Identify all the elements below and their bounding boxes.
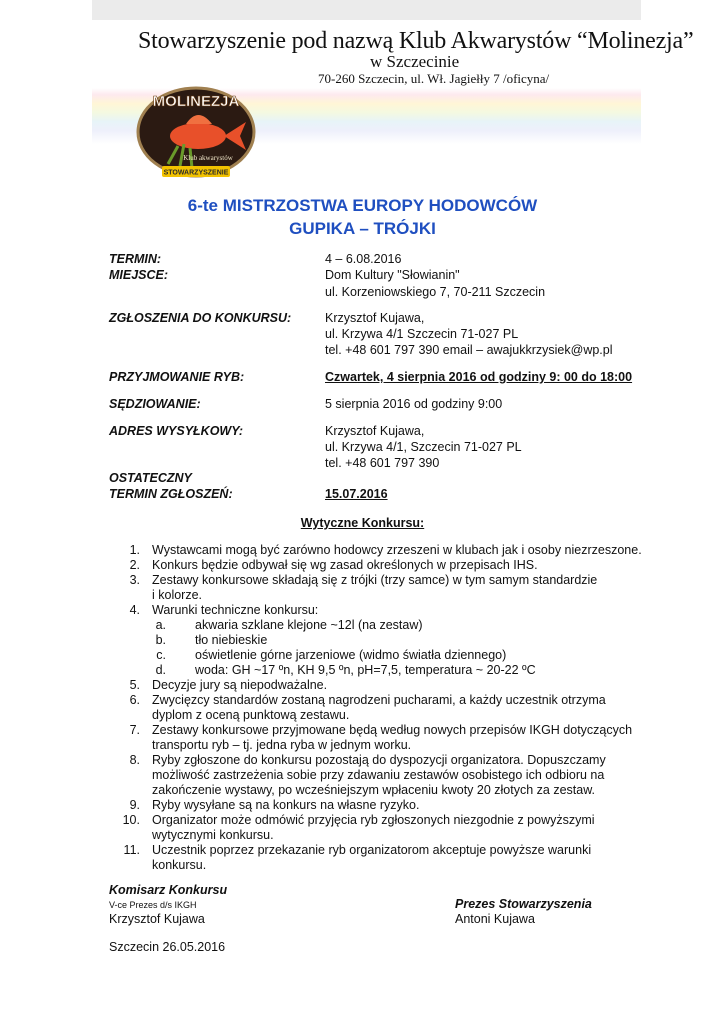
event-title-line2: GUPIKA – TRÓJKI (289, 219, 436, 238)
rule-6-line2: dyplom z oceną punktową zestawu. (152, 708, 350, 722)
logo-top-text: MOLINEZJA (152, 93, 240, 110)
rule-number: 11. (123, 843, 140, 857)
rule-11-line1: Uczestnik poprzez przekazanie ryb organizatorom akceptuje powyższe warunki (152, 843, 592, 857)
rule-7-line2: transportu ryb – tj. jedna ryba w jednym worku. (152, 738, 412, 752)
rule-number: 2. (129, 558, 140, 572)
rule-1: Wystawcami mogą być zarówno hodowcy zrzeszeni w klubach jak i osoby niezrzeszone. (152, 543, 642, 557)
rule-4a: akwaria szklane klejone ~12l (na zestaw) (195, 618, 423, 632)
rule-number: 9. (129, 798, 140, 812)
rule-4d: woda: GH ~17 ºn, KH 9,5 ºn, pH=7,5, temperatura ~ 20-22 ºC (195, 663, 536, 677)
miejsce-line1: Dom Kultury "Słowianin" (325, 268, 460, 282)
zgloszenia-label: ZGŁOSZENIA DO KONKURSU: (109, 311, 292, 325)
zgloszenia-line2: ul. Krzywa 4/1 Szczecin 71-027 PL (325, 327, 519, 341)
rule-number: 6. (129, 693, 140, 707)
club-logo (128, 84, 268, 184)
rule-5: Decyzje jury są niepodważalne. (152, 678, 328, 692)
rule-number: 5. (129, 678, 140, 692)
przyjmowanie-label: PRZYJMOWANIE RYB: (109, 370, 245, 384)
header-title: Stowarzyszenie pod nazwą Klub Akwarystów “Molinezja” (138, 28, 694, 54)
komisarz-name: Krzysztof Kujawa (109, 912, 205, 926)
zgloszenia-line1: Krzysztof Kujawa, (325, 311, 425, 325)
rule-7-line1: Zestawy konkursowe przyjmowane będą według nowych przepisów IKGH dotyczących (152, 723, 633, 737)
adres-label: ADRES WYSYŁKOWY: (109, 424, 244, 438)
subrule-letter: b. (155, 633, 166, 647)
top-band (92, 0, 641, 20)
rule-4c: oświetlenie górne jarzeniowe (widmo światła dziennego) (195, 648, 507, 662)
rule-11-line2: konkursu. (152, 858, 207, 872)
termin-label: TERMIN: (109, 252, 162, 266)
rule-number: 1. (129, 543, 140, 557)
sedziowanie-label: SĘDZIOWANIE: (109, 397, 201, 411)
miejsce-line2: ul. Korzeniowskiego 7, 70-211 Szczecin (325, 285, 546, 299)
adres-line1: Krzysztof Kujawa, (325, 424, 425, 438)
subrule-letter: c. (156, 648, 166, 662)
komisarz-title: Komisarz Konkursu (109, 883, 228, 897)
logo-bottom-text: STOWARZYSZENIE (163, 169, 229, 177)
rule-number: 4. (129, 603, 140, 617)
rule-8-line3: zakończenie wystawy, po wcześniejszym wpłaceniu kwoty 20 złotych za zestaw. (152, 783, 596, 797)
rule-6-line1: Zwycięzcy standardów zostaną nagrodzeni pucharami, a każdy uczestnik otrzyma (152, 693, 606, 707)
rule-number: 3. (129, 573, 140, 587)
ostateczny-label2: TERMIN ZGŁOSZEŃ: (109, 487, 233, 501)
guidelines-title: Wytyczne Konkursu: (300, 516, 425, 530)
rule-3-line1: Zestawy konkursowe składają się z trójki (trzy samce) w tym samym standardzie (152, 573, 598, 587)
event-title-line1: 6-te MISTRZOSTWA EUROPY HODOWCÓW (187, 196, 538, 215)
logo-middle-text: Klub akwarystów (183, 154, 233, 162)
subrule-letter: a. (155, 618, 166, 632)
rule-number: 7. (129, 723, 140, 737)
header-subtitle: w Szczecinie (370, 52, 460, 71)
rule-10-line2: wytycznymi konkursu. (152, 828, 274, 842)
prezes-title: Prezes Stowarzyszenia (455, 897, 592, 911)
rule-8-line2: możliwość zastrzeżenia sobie przy zdawaniu zestawów osobistego ich odbioru na (152, 768, 605, 782)
sedziowanie-value: 5 sierpnia 2016 od godziny 9:00 (325, 397, 503, 411)
subrule-letter: d. (155, 663, 166, 677)
miejsce-label: MIEJSCE: (109, 268, 169, 282)
zgloszenia-line3: tel. +48 601 797 390 email – awajukkrzysiek@wp.pl (325, 343, 613, 357)
place-date: Szczecin 26.05.2016 (109, 940, 226, 954)
przyjmowanie-value: Czwartek, 4 sierpnia 2016 od godziny 9: 00 do 18:00 (325, 370, 633, 384)
rule-3-line2: i kolorze. (152, 588, 203, 602)
rule-9: Ryby wysyłane są na konkurs na własne ryzyko. (152, 798, 420, 812)
komisarz-role: V-ce Prezes d/s IKGH (109, 900, 197, 910)
ostateczny-value: 15.07.2016 (325, 487, 388, 501)
rule-2: Konkurs będzie odbywał się wg zasad określonych w przepisach IHS. (152, 558, 538, 572)
rule-number: 8. (129, 753, 140, 767)
prezes-name: Antoni Kujawa (455, 912, 535, 926)
termin-value: 4 – 6.08.2016 (325, 252, 402, 266)
rule-4: Warunki techniczne konkursu: (152, 603, 319, 617)
rule-8-line1: Ryby zgłoszone do konkursu pozostają do dyspozycji organizatora. Dopuszczamy (152, 753, 606, 767)
rule-4b: tło niebieskie (195, 633, 268, 647)
rule-number: 10. (122, 813, 140, 827)
rule-10-line1: Organizator może odmówić przyjęcia ryb zgłoszonych niezgodnie z powyższymi (152, 813, 595, 827)
header-address: 70-260 Szczecin, ul. Wł. Jagiełły 7 /oficyna/ (318, 71, 550, 86)
adres-line3: tel. +48 601 797 390 (325, 456, 440, 470)
ostateczny-label1: OSTATECZNY (109, 471, 192, 485)
adres-line2: ul. Krzywa 4/1, Szczecin 71-027 PL (325, 440, 522, 454)
